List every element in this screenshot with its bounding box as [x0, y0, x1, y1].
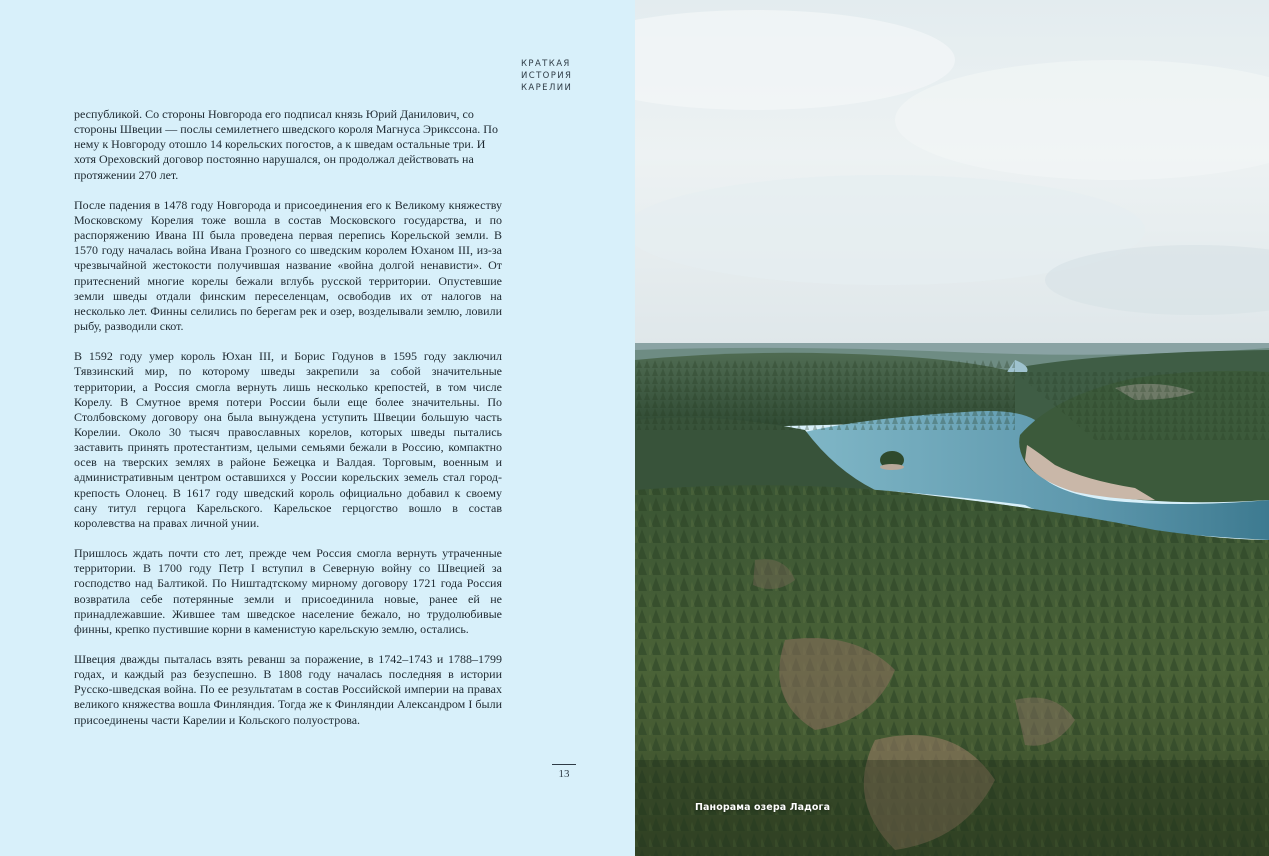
- photo-caption: Панорама озера Ладога: [695, 802, 831, 813]
- section-title: [521, 58, 611, 94]
- paragraph-1: республикой. Со стороны Новгорода его подписал князь Юрий Данилович, со стороны Швеции — послы семилетнего шведского короля Магнуса Эрикссона. По нему к Новгороду отошло 14 корельских погостов, а к шведам остальные три. И хотя Ореховский договор постоянно нарушался, он продолжал действовать на протяжении 270 лет.: [74, 107, 498, 182]
- paragraph-5: Швеция дважды пыталась взять реванш за поражение, в 1742–1743 и 1788–1799 годах, и каждый раз безуспешно. В 1808 году началась последняя в истории Русско-шведская война. По ее результатам в состав Российской империи на правах великого княжества вошла Финляндия. Тогда же к Финляндии Александром I были присоединены части Карелии и Кольского полуострова.: [74, 652, 502, 727]
- section-title-line-2: ИСТОРИЯ: [521, 71, 573, 81]
- article-text: [74, 107, 502, 743]
- section-title-line-1: КРАТКАЯ: [521, 59, 571, 69]
- right-page: [635, 0, 1269, 856]
- lake-ladoga-photo: [635, 0, 1269, 856]
- paragraph-4: Пришлось ждать почти сто лет, прежде чем Россия смогла вернуть утраченные территории. В 1700 году Петр I вступил в Северную войну со Швецией за господство над Балтикой. По Ништадтскому мирному договору 1721 года Россия возвратила себе потерянные земли и присоединила новые, ранее ей не принадлежавшие. Жившее там шведское население бежало, но трудолюбивые финны, крепко пустившие корни в каменистую карельскую землю, остались.: [74, 546, 502, 636]
- page-number: 13: [552, 764, 576, 780]
- paragraph-3: В 1592 году умер король Юхан III, и Борис Годунов в 1595 году заключил Тявзинский мир, по которому шведы закрепили за собой значительные территории, а Россия смогла вернуть лишь несколько крепостей, в том числе Корелу. В Смутное время потери России были еще более значительны. По Столбовскому договору она была вынуждена уступить Швеции большую часть Корелии. Около 30 тысяч православных корелов, которых шведы пытались заставить принять протестантизм, целыми семьями бежали в Россию, компактно осев на тверских землях в районе Бежецка и Валдая. Торговым, военным и административным центром оставшихся у России корельских земель стал город-крепость Олонец. В 1617 году шведский король официально добавил к своему сану титул герцога Карельского. Карельское герцогство вошло в состав королевства на правах личной унии.: [74, 349, 502, 530]
- section-title-line-3: КАРЕЛИИ: [521, 83, 573, 93]
- paragraph-2: После падения в 1478 году Новгорода и присоединения его к Великому княжеству Московскому Корелия тоже вошла в состав Московского государства, и по распоряжению Ивана III была проведена первая перепись Корельской земли. В 1570 году началась война Ивана Грозного со шведским королем Юханом III, из-за чрезвычайной жестокости получившая название «война долгой ненависти». От притеснений многие корелы бежали вглубь русской территории. Опустевшие земли шведы отдали финским переселенцам, освободив их от налогов на несколько лет. Финны селились по берегам рек и озер, возделывали землю, ловили рыбу, разводили скот.: [74, 197, 502, 334]
